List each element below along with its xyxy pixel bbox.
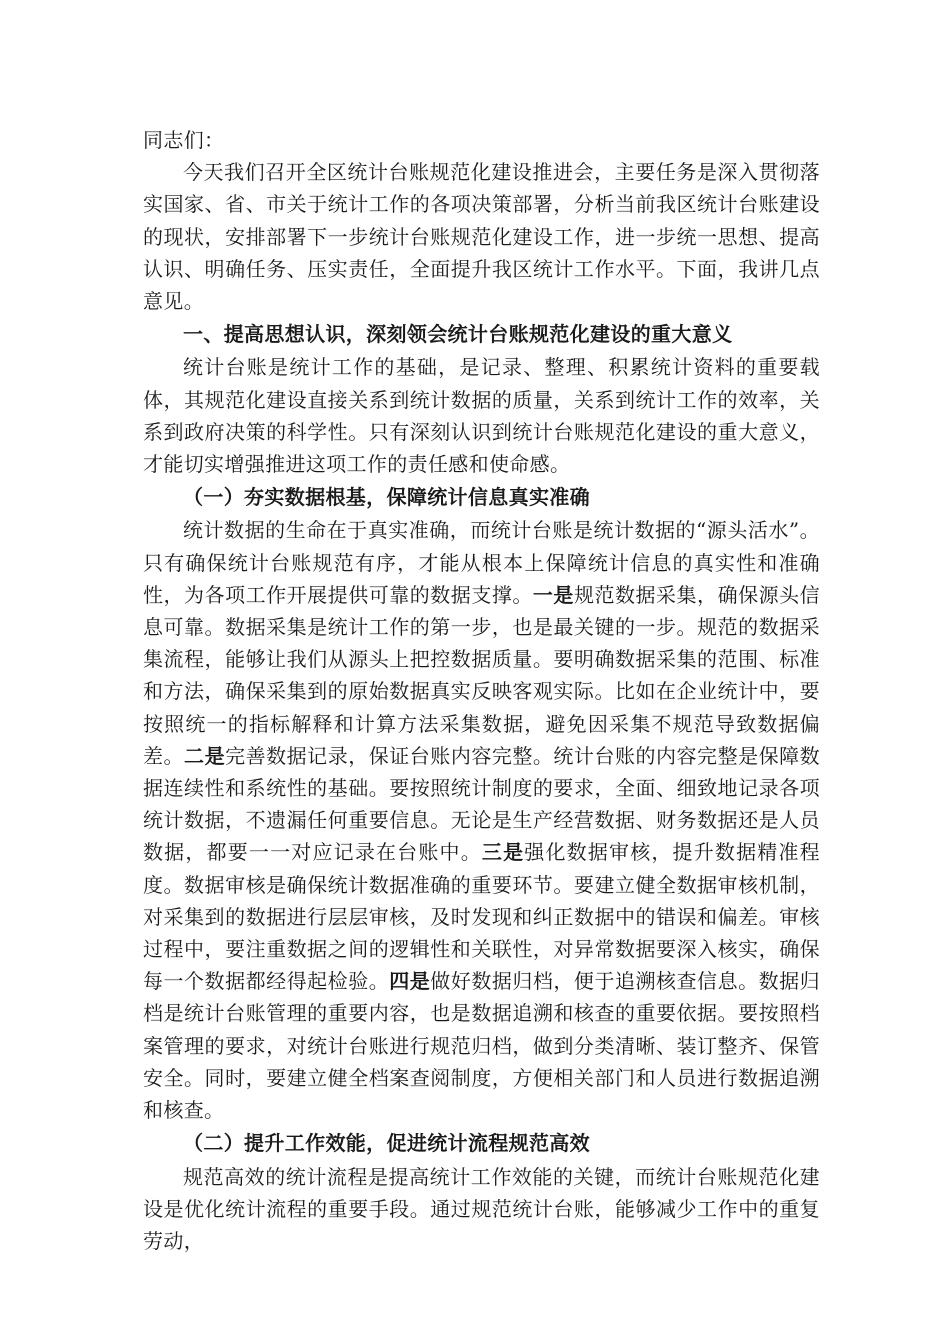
salutation: 同志们： — [143, 128, 225, 152]
keyword-fourth: 四是 — [389, 969, 431, 994]
subsection-2-paragraph: 规范高效的统计流程是提高统计工作效能的关键，而统计台账规范化建设是优化统计流程的重要手段。通过规范统计台账，能够减少工作中的重复劳动， — [143, 1164, 820, 1253]
section-1-paragraph: 统计台账是统计工作的基础，是记录、整理、积累统计资料的重要载体，其规范化建设直接关系到统计数据的质量，关系到统计工作的效率，关系到政府决策的科学性。只有深刻认识到统计台账规范化建设的重大意义，才能切实增强推进这项工作的责任感和使命感。 — [143, 355, 820, 477]
keyword-third: 三是 — [481, 840, 525, 865]
subsection-2-heading: （二）提升工作效能，促进统计流程规范高效 — [183, 1131, 590, 1156]
keyword-second: 二是 — [184, 743, 226, 768]
subsection-1-paragraph — [143, 514, 820, 1126]
point-1-text: 规范数据采集，确保源头信息可靠。数据采集是统计工作的第一步，也是最关键的一步。规范的数据采集流程，能够让我们从源头上把控数据质量。要明确数据采集的范围、标准和方法，确保采集到的原始数据真实反映客观实际。比如在企业统计中，要按照统一的指标解释和计算方法采集数据，避免因采集不规范导致数据偏差。 — [143, 582, 821, 768]
intro-paragraph: 今天我们召开全区统计台账规范化建设推进会，主要任务是深入贯彻落实国家、省、市关于统计工作的各项决策部署，分析当前我区统计台账建设的现状，安排部署下一步统计台账规范化建设工作，进一步统一思想、提高认识、明确任务、压实责任，全面提升我区统计工作水平。下面，我讲几点意见。 — [143, 160, 820, 314]
subsection-1-heading: （一）夯实数据根基，保障统计信息真实准确 — [183, 485, 590, 510]
point-4-text: 做好数据归档，便于追溯核查信息。数据归档是统计台账管理的重要内容，也是数据追溯和核查的重要依据。要按照档案管理的要求，对统计台账进行规范归档，做到分类清晰、装订整齐、保管安全。同时，要建立健全档案查阅制度，方便相关部门和人员进行数据追溯和核查。 — [143, 969, 821, 1123]
subsection-1-intro-text: 统计数据的生命在于真实准确，而统计台账是统计数据的“源头活水”。只有确保统计台账规范有序，才能从根本上保障统计信息的真实性和准确性，为各项工作开展提供可靠的数据支撑。 — [143, 518, 820, 607]
point-3-text: 强化数据审核，提升数据精准程度。数据审核是确保统计数据准确的重要环节。要建立健全数据审核机制，对采集到的数据进行层层审核，及时发现和纠正数据中的错误和偏差。审核过程中，要注重数据之间的逻辑性和关联性，对异常数据要深入核实，确保每一个数据都经得起检验。 — [143, 840, 820, 994]
point-2-text: 完善数据记录，保证台账内容完整。统计台账的内容完整是保障数据连续性和系统性的基础。要按照统计制度的要求，全面、细致地记录各项统计数据，不遗漏任何重要信息。无论是生产经营数据、财务数据还是人员数据，都要一一对应记录在台账中。 — [143, 743, 821, 865]
keyword-first: 一是 — [532, 582, 574, 607]
document-body — [143, 124, 820, 1257]
section-1-heading: 一、提高思想认识，深刻领会统计台账规范化建设的重大意义 — [183, 322, 733, 347]
